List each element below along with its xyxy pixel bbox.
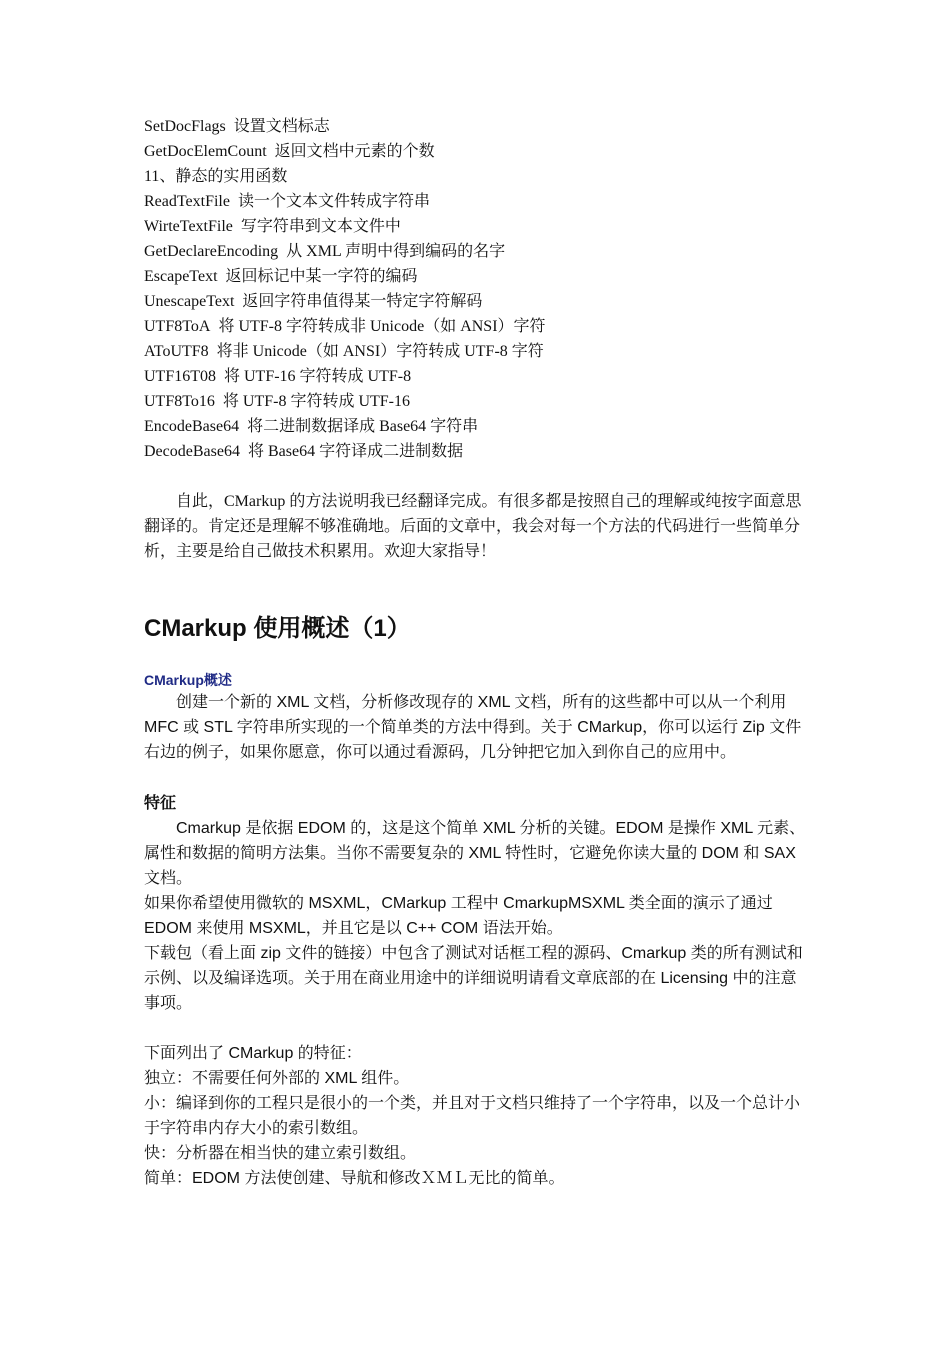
feature-item: 简单：EDOM 方法使创建、导航和修改ＸＭＬ无比的简单。 [144,1170,565,1187]
method-name: ReadTextFile [144,193,230,210]
features-paragraph-1: Cmarkup 是依据 EDOM 的，这是这个简单 XML 分析的关键。EDOM 是操作 XML 元素、属性和数据的简明方法集。当你不需要复杂的 XML 特性时，它避免你读大量的 DOM 和 SAX 文档。 [144,820,806,887]
section-title: CMarkup 使用概述（1） [144,615,411,642]
method-name: EncodeBase64 [144,418,240,435]
method-row [144,214,810,239]
overview-heading: CMarkup概述 [144,672,232,688]
overview-paragraph: 创建一个新的 XML 文档，分析修改现存的 XML 文档，所有的这些都中可以从一个利用 MFC 或 STL 字符串所实现的一个简单类的方法中得到。关于 CMarkup，你可以运行 Zip 文件右边的例子，如果你愿意，你可以通过看源码，几分钟把它加入到你自己的应用中。 [144,694,802,761]
category-row [144,164,810,189]
method-desc: 返回标记中某一字符的编码 [225,268,418,285]
features-heading: 特征 [144,795,177,812]
method-desc: 将 UTF-8 字符转成 UTF-16 [222,393,411,410]
features-paragraph-2: 如果你希望使用微软的 MSXML，CMarkup 工程中 CmarkupMSXML 类全面的演示了通过 EDOM 来使用 MSXML，并且它是以 C++ COM 语法开始。 [144,895,773,937]
feature-item: 快：分析器在相当快的建立索引数组。 [144,1145,417,1162]
method-desc: 返回字符串值得某一特定字符解码 [242,293,483,310]
feature-list-intro: 下面列出了 CMarkup 的特征： [144,1045,362,1062]
feature-item: 小：编译到你的工程只是很小的一个类，并且对于文档只维持了一个字符串，以及一个总计小于字符串内存大小的索引数组。 [144,1095,801,1137]
method-name: AToUTF8 [144,343,209,360]
method-name: UTF8ToA [144,318,211,335]
features-paragraph-3: 下载包（看上面 zip 文件的链接）中包含了测试对话框工程的源码、Cmarkup 类的所有测试和示例、以及编译选项。关于用在商业用途中的详细说明请看文章底部的在 Licensing 中的注意事项。 [144,945,803,1012]
spacer [144,464,810,489]
method-desc: 返回文档中元素的个数 [274,143,435,160]
method-name: SetDocFlags [144,118,226,135]
spacer [144,765,810,791]
method-name: GetDeclareEncoding [144,243,279,260]
method-row [144,439,810,464]
category-label: 11、静态的实用函数 [144,168,288,185]
method-row [144,364,810,389]
spacer [144,564,810,612]
conclusion-paragraph: 自此，CMarkup 的方法说明我已经翻译完成。有很多都是按照自己的理解或纯按字面意思翻译的。肯定还是理解不够准确地。后面的文章中，我会对每一个方法的代码进行一些简单分析，主要是给自己做技术积累用。欢迎大家指导！ [144,493,802,560]
method-row [144,264,810,289]
method-name: EscapeText [144,268,218,285]
method-desc: 读一个文本文件转成字符串 [237,193,430,210]
method-row [144,389,810,414]
method-name: UTF16T08 [144,368,216,385]
method-desc: 设置文档标志 [233,118,330,135]
method-desc: 将非 Unicode（如 ANSI）字符转成 UTF-8 字符 [216,343,544,360]
method-name: DecodeBase64 [144,443,240,460]
method-desc: 将 UTF-16 字符转成 UTF-8 [224,368,412,385]
method-desc: 将 Base64 字符译成二进制数据 [247,443,464,460]
document-content [144,114,810,1191]
method-row [144,289,810,314]
method-name: UTF8To16 [144,393,215,410]
method-desc: 将 UTF-8 字符转成非 Unicode（如 ANSI）字符 [218,318,546,335]
spacer [144,646,810,670]
method-row [144,239,810,264]
method-row [144,139,810,164]
method-name: GetDocElemCount [144,143,267,160]
method-row [144,189,810,214]
method-name: UnescapeText [144,293,235,310]
method-row [144,339,810,364]
method-row [144,314,810,339]
feature-item: 独立：不需要任何外部的 XML 组件。 [144,1070,410,1087]
method-desc: 写字符串到文本文件中 [240,218,401,235]
method-row [144,414,810,439]
method-desc: 将二进制数据译成 Base64 字符串 [247,418,479,435]
spacer [144,1016,810,1041]
method-list [144,114,810,464]
method-name: WirteTextFile [144,218,233,235]
method-row [144,114,810,139]
method-desc: 从 XML 声明中得到编码的名字 [286,243,506,260]
